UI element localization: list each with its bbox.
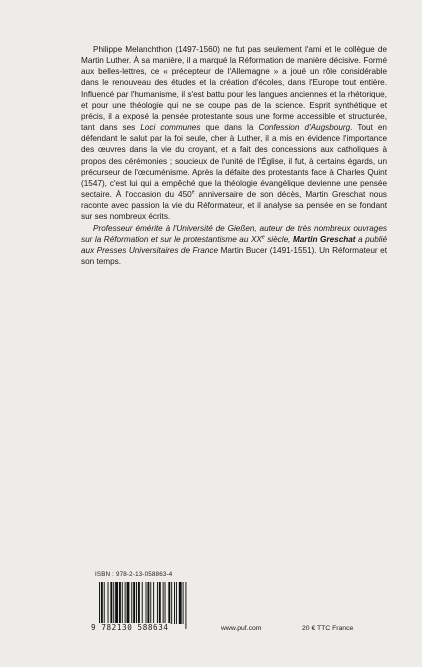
barcode-bar <box>101 582 103 629</box>
barcode-bar <box>115 582 118 624</box>
publisher-website: www.puf.com <box>221 625 262 632</box>
barcode-bar <box>104 582 105 624</box>
barcode-bar <box>142 582 143 629</box>
description-block <box>81 44 387 267</box>
barcode-bar <box>150 582 151 624</box>
barcode-bar <box>125 582 126 624</box>
barcode-bar <box>133 582 135 624</box>
description-text: Philippe Melanchthon (1497-1560) ne fut pas seulement l'ami et le collègue de Martin Luther. À sa manière, il a marqué la Réformation de manière décisive. Formé aux belles-lettres, ce « précepteur de l'Allemagne » a joué un rôle considérable dans le renouveau des études et la création d'écoles, dans l'Europe tout entière. Influencé par l'humanisme, il s'est battu pour les langues anciennes et la rhétorique, et pour une théologie qui ne se coupe pas de la science. Esprit synthétique et précis, il a exposé la pensée protestante sous une forme accessible et structurée, tant dans ses <box>81 45 387 133</box>
barcode-bar <box>153 582 154 624</box>
barcode-bar <box>108 582 109 624</box>
barcode-bar <box>183 582 184 624</box>
barcode-bar <box>113 582 114 624</box>
bio-text: a publié aux Presses Universitaires de France <box>81 234 387 255</box>
barcode-bar <box>168 582 170 624</box>
barcode-bar <box>165 582 166 624</box>
barcode-bar <box>176 582 177 624</box>
description-text: . Tout en défendant le salut par la foi seule, cher à Luther, il a mis en évidence l'importance des œuvres dans la vie du croyant, et a fait des concessions aux catholiques à propos des cérémonies ; soucieux de l'unité de l'Église, il fut, à certains égards, un précurseur de l'œcuménisme. Après la défaite des protestants face à Charles Quint (1547), c'est lui qui a empêché que la théologie évangélique devienne une pensée sectaire. À l'occasion du 450 <box>81 123 387 200</box>
price-label: 20 € TTC France <box>302 625 354 632</box>
barcode-bar <box>159 582 161 624</box>
barcode-bar <box>136 582 137 624</box>
bio-text: Professeur émérite à l'Université de Gießen, auteur de très nombreux ouvrages sur la Réformation et sur le protestantisme au <box>81 223 387 244</box>
barcode-bar <box>131 582 132 624</box>
barcode-bar <box>171 582 172 624</box>
barcode-bar <box>174 582 175 624</box>
bio-book-title: Martin Bucer (1491-1551). Un Réformateur et son temps. <box>81 245 387 266</box>
barcode-bar <box>179 582 182 624</box>
barcode-bar <box>146 582 147 624</box>
barcode-bar <box>138 582 140 624</box>
author-name: Martin Greschat <box>292 234 356 244</box>
description-text: anniversaire de son décès, Martin Greschat nous raconte avec passion la vie du Réformateur, et il analyse sa pensée en se fondant sur ses nombreux écrits. <box>81 190 387 222</box>
description-paragraph <box>81 44 387 223</box>
title-confession-augsbourg: Confession d'Augsbourg <box>258 123 351 133</box>
isbn-label: ISBN : 978-2-13-058863-4 <box>95 571 173 578</box>
superscript-e: e <box>261 233 265 240</box>
barcode-bar <box>185 582 186 629</box>
barcode-bar <box>163 582 164 624</box>
barcode-bar <box>110 582 112 624</box>
barcode-bar <box>157 582 158 624</box>
barcode-digits: 9 782130 588634 <box>91 623 169 632</box>
author-bio <box>81 223 387 268</box>
bio-text: siècle, <box>264 234 293 244</box>
barcode-bar <box>122 582 123 624</box>
bio-century: XX <box>250 234 262 244</box>
barcode-bar <box>119 582 121 624</box>
barcode-bar <box>99 582 100 629</box>
barcode <box>90 582 192 638</box>
barcode-bar <box>147 582 149 624</box>
barcode-bar <box>127 582 130 624</box>
description-text: que dans la <box>200 123 259 133</box>
title-loci-communes: Loci communes <box>140 123 201 133</box>
superscript-e: e <box>191 189 195 196</box>
